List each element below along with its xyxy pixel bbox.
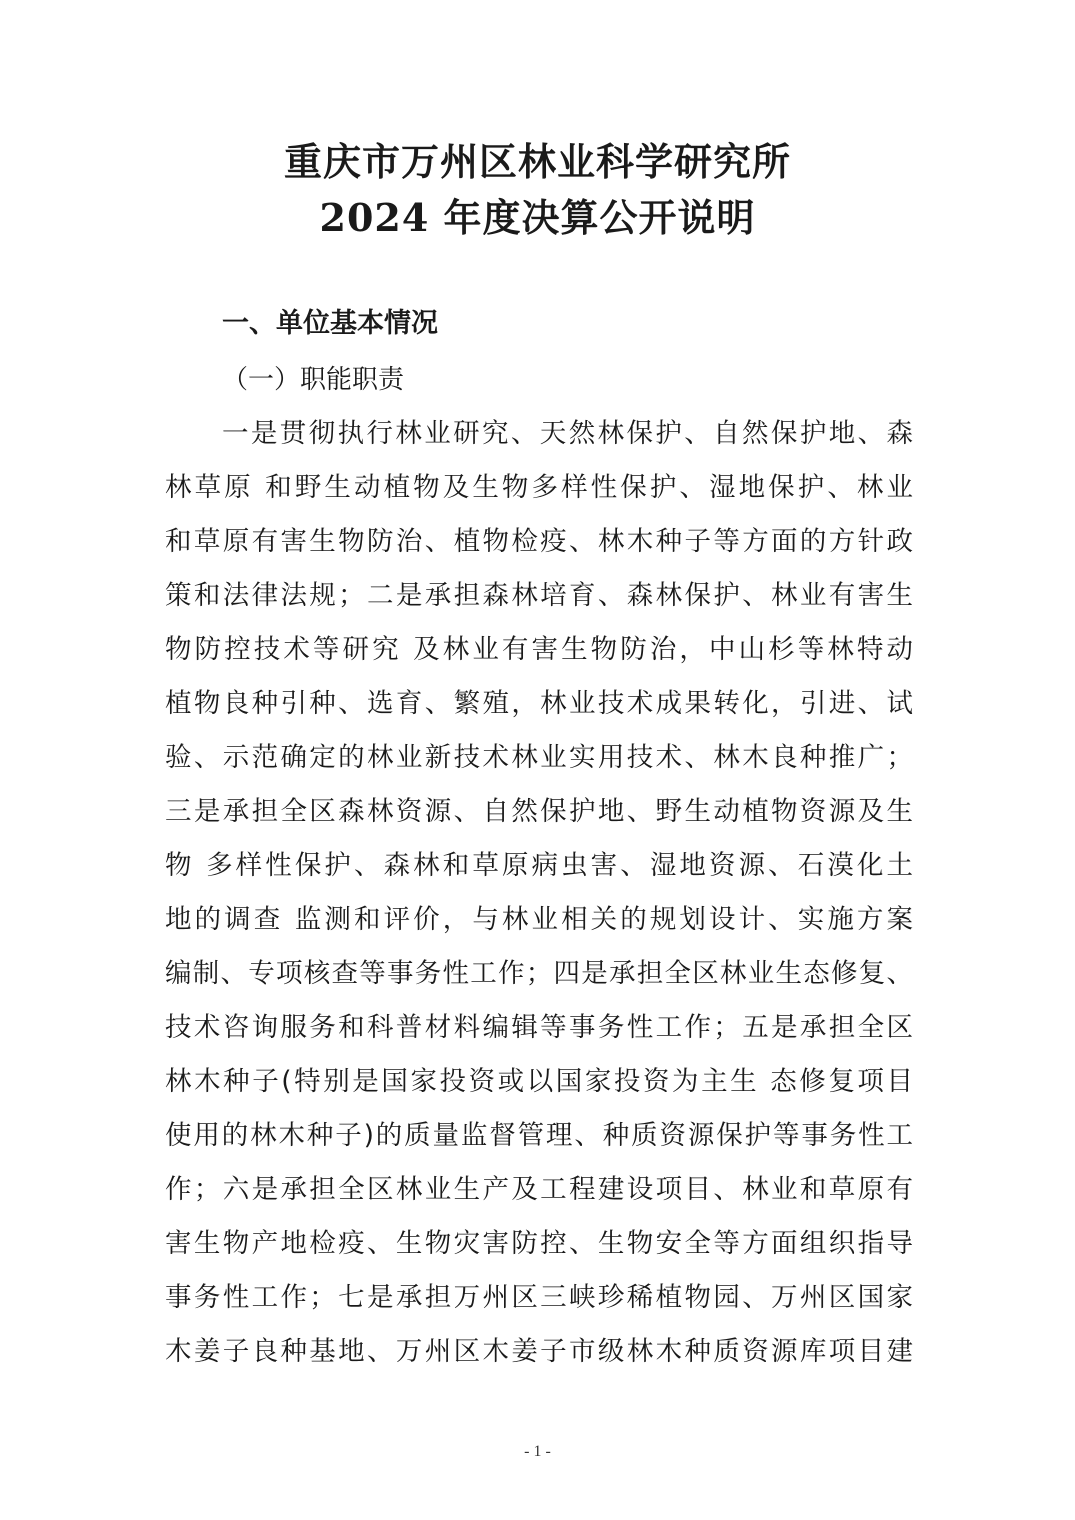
body-line: 验、示范确定的林业新技术林业实用技术、林木良种推广；	[165, 742, 913, 773]
subsection-heading: （一）职能职责	[222, 365, 405, 395]
body-line: 林木种子(特别是国家投资或以国家投资为主生 态修复项目	[165, 1066, 913, 1097]
page-number: - 1 -	[524, 1443, 551, 1460]
body-line: 事务性工作；七是承担万州区三峡珍稀植物园、万州区国家	[165, 1282, 913, 1313]
body-line: 林草原 和野生动植物及生物多样性保护、湿地保护、林业	[165, 472, 913, 503]
body-line: 三是承担全区森林资源、自然保护地、野生动植物资源及生	[165, 796, 913, 827]
body-line: 作；六是承担全区林业生产及工程建设项目、林业和草原有	[165, 1174, 913, 1205]
body-line: 害生物产地检疫、生物灾害防控、生物安全等方面组织指导	[165, 1228, 913, 1259]
document-title-line-2: 2024 年度决算公开说明	[319, 195, 756, 240]
body-line: 使用的林木种子)的质量监督管理、种质资源保护等事务性工	[165, 1120, 913, 1151]
body-line: 木姜子良种基地、万州区木姜子市级林木种质资源库项目建	[165, 1336, 913, 1367]
body-line: 地的调查 监测和评价，与林业相关的规划设计、实施方案	[165, 904, 913, 935]
body-line: 物防控技术等研究 及林业有害生物防治，中山杉等林特动	[165, 634, 913, 665]
body-line: 策和法律法规；二是承担森林培育、森林保护、林业有害生	[165, 580, 913, 611]
body-line: 技术咨询服务和科普材料编辑等事务性工作；五是承担全区	[165, 1012, 913, 1043]
body-line: 一是贯彻执行林业研究、天然林保护、自然保护地、森	[222, 418, 913, 449]
body-line: 植物良种引种、选育、繁殖，林业技术成果转化，引进、试	[165, 688, 913, 719]
body-line: 物 多样性保护、森林和草原病虫害、湿地资源、石漠化土	[165, 850, 913, 881]
body-line: 和草原有害生物防治、植物检疫、林木种子等方面的方针政	[165, 526, 913, 557]
body-line: 编制、专项核查等事务性工作；四是承担全区林业生态修复、	[165, 958, 913, 989]
document-title-line-1: 重庆市万州区林业科学研究所	[283, 139, 791, 184]
section-heading: 一、单位基本情况	[222, 308, 438, 339]
